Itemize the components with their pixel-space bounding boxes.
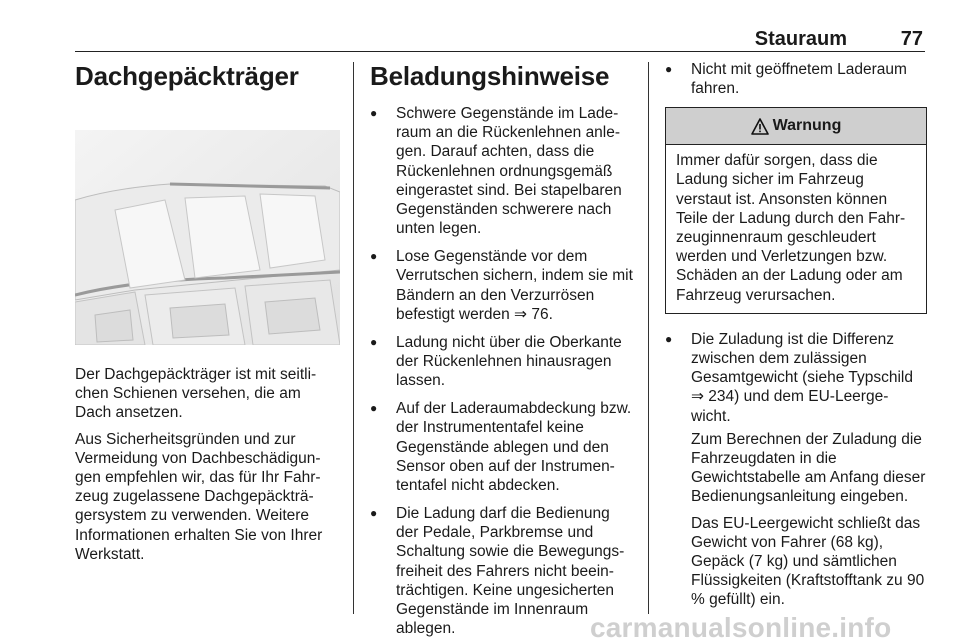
list-item: ● Auf der Laderaumabdeckung bzw. der Instrumententafel keine Gegenstände ablegen und den Sensor oben auf der Instrumen-tentafel nicht abdecken.	[370, 399, 635, 495]
heading-dachgepaecktraeger: Dachgepäckträger	[75, 61, 299, 91]
car-roof-rails-illustration	[75, 130, 340, 345]
list-item: ● Schwere Gegenstände im Lade-raum an die Rückenlehnen anle-gen. Darauf achten, dass die Rückenlehnen ordnungsgemäß eingerastet sind. Bei stapelbaren Gegenständen schwerere nach unten legen.	[370, 104, 635, 238]
warning-box	[665, 107, 927, 314]
paragraph-safety: Aus Sicherheitsgründen und zur Vermeidung von Dachbeschädigun-gen empfehlen wir, das für Ihr Fahr-zeug zugelassene Dachgepäckträ-gersystem zu verwenden. Weitere Informationen erhalten Sie von Ihrer Werkstatt.	[75, 430, 323, 563]
warning-title: Warnung	[772, 117, 842, 135]
list-item: ● Lose Gegenstände vor dem Verrutschen sichern, indem sie mit Bändern an den Verzurrösen befestigt werden ⇒ 76.	[370, 247, 635, 324]
column-divider	[648, 62, 649, 614]
warning-body	[666, 145, 926, 313]
list-item: ● Nicht mit geöffnetem Laderaum fahren.	[665, 60, 927, 98]
list-item: ● Die Zuladung ist die Differenz zwischen dem zulässigen Gesamtgewicht (siehe Typschild ⇒ 234) und dem EU-Leerge-wicht.	[665, 330, 927, 426]
paragraph-payload-calc: Zum Berechnen der Zuladung die Fahrzeugdaten in die Gewichtstabelle am Anfang dieser Bedienungsanleitung eingeben.	[691, 430, 926, 506]
paragraph-eu-weight: Das EU-Leergewicht schließt das Gewicht von Fahrer (68 kg), Gepäck (7 kg) und sämtlichen Flüssigkeiten (Kraftstofftank zu 90 % gefüllt) ein.	[691, 514, 925, 609]
column-3	[665, 60, 927, 617]
column-1	[75, 60, 340, 571]
column-2	[370, 60, 635, 642]
watermark: carmanualsonline.info	[590, 612, 892, 642]
page-header	[75, 26, 925, 52]
heading-beladungshinweise: Beladungshinweise	[370, 61, 610, 91]
loading-tips-list-continued	[665, 60, 927, 98]
loading-tips-list	[370, 104, 635, 638]
list-item: ● Ladung nicht über die Oberkante der Rückenlehnen hinausragen lassen.	[370, 333, 635, 391]
paragraph-rails: Der Dachgepäckträger ist mit seitli-chen Schienen versehen, die am Dach ansetzen.	[75, 366, 317, 422]
warning-triangle-icon	[751, 118, 769, 135]
page-number: 77	[900, 28, 923, 50]
warning-header	[666, 108, 926, 145]
section-title: Stauraum	[754, 28, 847, 50]
column-divider	[353, 62, 354, 614]
list-item: ● Die Ladung darf die Bedienung der Pedale, Parkbremse und Schaltung sowie die Bewegungs-freiheit des Fahrers nicht beein-trächtigen. Keine ungesicherten Gegenstände im Innenraum ablegen.	[370, 504, 635, 638]
payload-list	[665, 330, 927, 426]
warning-text: Immer dafür sorgen, dass die Ladung sicher im Fahrzeug verstaut ist. Ansonsten können Teile der Ladung durch den Fahr-zeuginnenraum geschleudert werden und Verletzungen bzw. Schäden an der Ladung oder am Fahrzeug verursachen.	[676, 152, 906, 304]
